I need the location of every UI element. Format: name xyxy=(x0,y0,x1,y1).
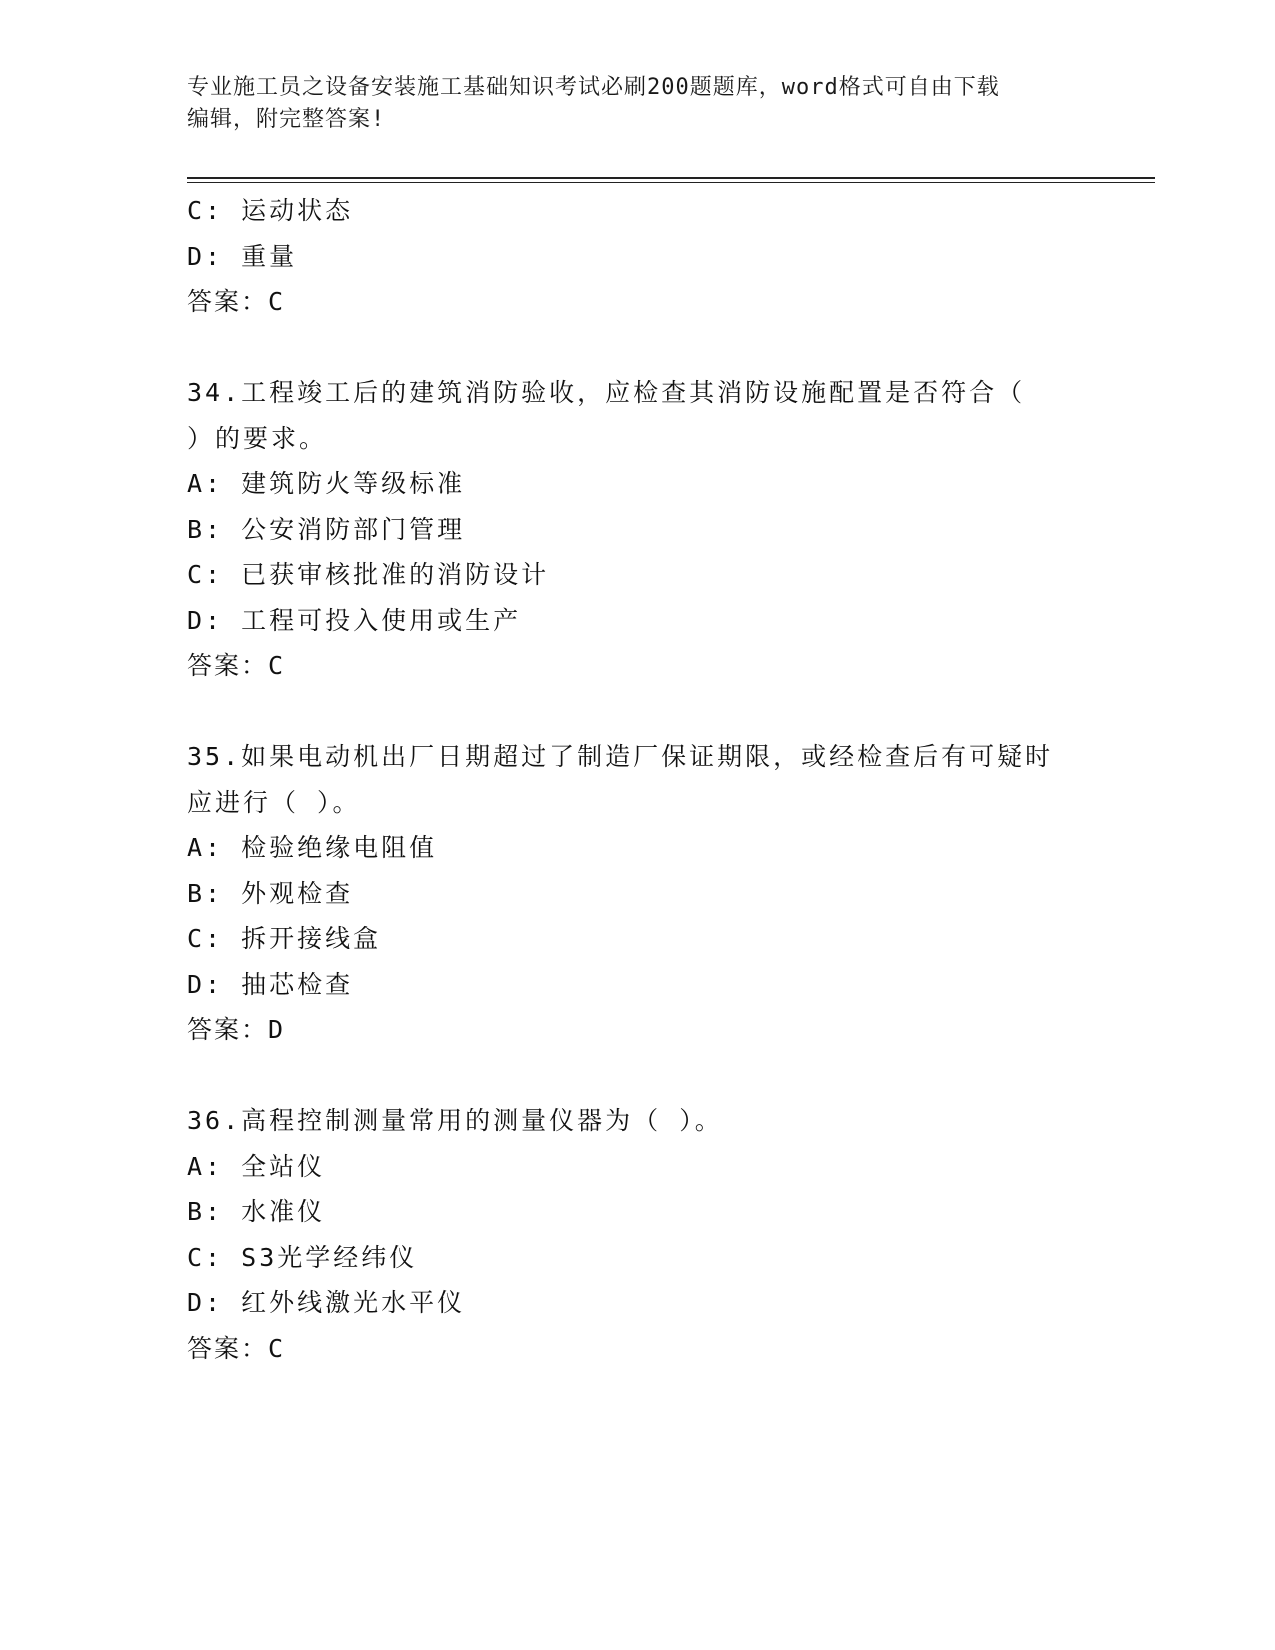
option-d: D: 红外线激光水平仪 xyxy=(187,1288,466,1317)
option-a: A: 全站仪 xyxy=(187,1151,326,1181)
question-stem: 34.工程竣工后的建筑消防验收，应检查其消防设施配置是否符合（ xyxy=(187,378,1026,407)
option-b: B: 外观检查 xyxy=(187,878,354,908)
question-36 xyxy=(187,1098,1067,1371)
question-stem-continued: ）的要求。 xyxy=(187,423,328,453)
option-a: A: 建筑防火等级标准 xyxy=(187,469,466,498)
option-a: A: 检验绝缘电阻值 xyxy=(187,833,438,862)
question-content xyxy=(187,188,1067,1371)
question-34 xyxy=(187,370,1067,689)
document-header xyxy=(187,72,1067,136)
answer-label: 答案： xyxy=(187,651,269,680)
header-line-2: 编辑，附完整答案! xyxy=(187,107,386,132)
answer-line xyxy=(187,643,1067,689)
answer-value: C xyxy=(268,651,286,680)
question-stem-continued: 应进行（ ）。 xyxy=(187,787,361,817)
question-stem: 35.如果电动机出厂日期超过了制造厂保证期限，或经检查后有可疑时 xyxy=(187,742,1054,771)
option-c: C: S3光学经纬仪 xyxy=(187,1242,418,1272)
header-line-1: 专业施工员之设备安装施工基础知识考试必刷200题题库，word格式可自由下载 xyxy=(187,75,1000,100)
option-c: C: 运动状态 xyxy=(187,196,354,225)
answer-line xyxy=(187,1007,1067,1053)
option-b: B: 公安消防部门管理 xyxy=(187,514,466,544)
header-rule-thin xyxy=(187,182,1155,183)
answer-line xyxy=(187,279,1067,325)
option-d: D: 抽芯检查 xyxy=(187,969,354,999)
previous-question-tail xyxy=(187,188,1067,325)
header-rule-thick xyxy=(187,177,1155,179)
option-c: C: 已获审核批准的消防设计 xyxy=(187,560,550,589)
answer-label: 答案： xyxy=(187,1015,269,1044)
question-stem: 36.高程控制测量常用的测量仪器为（ ）。 xyxy=(187,1106,723,1135)
answer-label: 答案： xyxy=(187,287,269,316)
answer-value: C xyxy=(268,1333,286,1363)
answer-label: 答案： xyxy=(187,1333,269,1363)
answer-value: C xyxy=(268,287,286,316)
option-b: B: 水准仪 xyxy=(187,1197,326,1226)
option-d: D: 工程可投入使用或生产 xyxy=(187,605,522,635)
option-c: C: 拆开接线盒 xyxy=(187,924,382,953)
question-35 xyxy=(187,734,1067,1053)
answer-value: D xyxy=(268,1015,286,1044)
answer-line xyxy=(187,1326,1067,1372)
option-d: D: 重量 xyxy=(187,241,298,271)
